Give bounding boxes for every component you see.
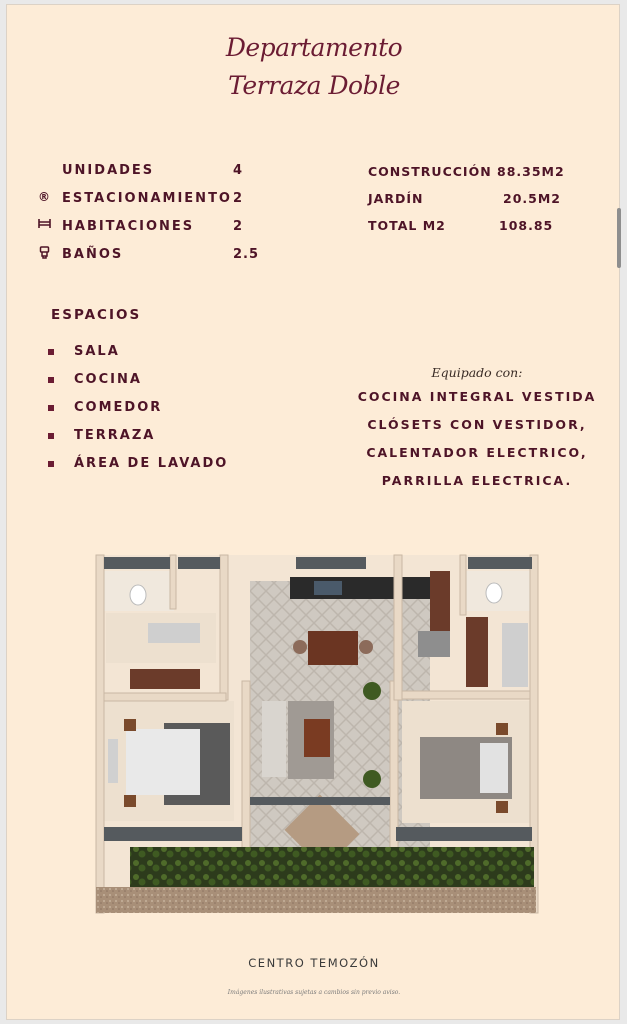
bullet-icon (48, 433, 54, 439)
list-item: COCINA (74, 372, 142, 387)
spec-value-jardin: 20.5M2 (503, 191, 561, 206)
bed-icon (37, 218, 51, 232)
list-item: ÁREA DE LAVADO (74, 456, 229, 471)
scrollbar-thumb[interactable] (617, 208, 621, 268)
spaces-title: ESPACIOS (51, 307, 142, 323)
spec-value-construccion: 88.35M2 (497, 164, 565, 179)
page-title-line-1: Departamento (225, 33, 403, 62)
parking-icon: ® (38, 190, 50, 204)
spec-value-total: 108.85 (499, 218, 554, 233)
equipment-line: PARRILLA ELECTRICA. (381, 473, 573, 488)
spec-label-estacionamiento: ESTACIONAMIENTO (62, 191, 232, 206)
footer-location: CENTRO TEMOZÓN (248, 956, 380, 970)
page-title-line-2: Terraza Doble (228, 71, 400, 100)
spec-value-banos: 2.5 (233, 247, 260, 262)
spec-value-habitaciones: 2 (233, 219, 244, 234)
bullet-icon (48, 461, 54, 467)
spec-label-habitaciones: HABITACIONES (62, 219, 195, 234)
spec-value-estacionamiento: 2 (233, 191, 244, 206)
list-item: COMEDOR (74, 400, 163, 415)
toilet-icon (37, 246, 51, 262)
spec-label-total: TOTAL M2 (368, 218, 446, 233)
equipment-title: Equipado con: (431, 365, 523, 380)
bullet-icon (48, 349, 54, 355)
bullet-icon (48, 405, 54, 411)
equipment-line: COCINA INTEGRAL VESTIDA (357, 389, 597, 404)
spec-label-jardin: JARDÍN (368, 191, 424, 206)
brochure-page (6, 4, 620, 1020)
footer-disclaimer: Imágenes ilustrativas sujetas a cambios sin previo aviso. (227, 989, 401, 996)
equipment-line: CLÓSETS CON VESTIDOR, (367, 417, 587, 432)
floor-plan-image (90, 551, 540, 917)
spec-label-unidades: UNIDADES (62, 163, 155, 178)
list-item: SALA (74, 344, 120, 359)
equipment-line: CALENTADOR ELECTRICO, (366, 445, 588, 460)
spec-value-unidades: 4 (233, 163, 244, 178)
spec-label-construccion: CONSTRUCCIÓN (368, 164, 492, 179)
list-item: TERRAZA (74, 428, 156, 443)
bullet-icon (48, 377, 54, 383)
spec-label-banos: BAÑOS (62, 247, 124, 262)
